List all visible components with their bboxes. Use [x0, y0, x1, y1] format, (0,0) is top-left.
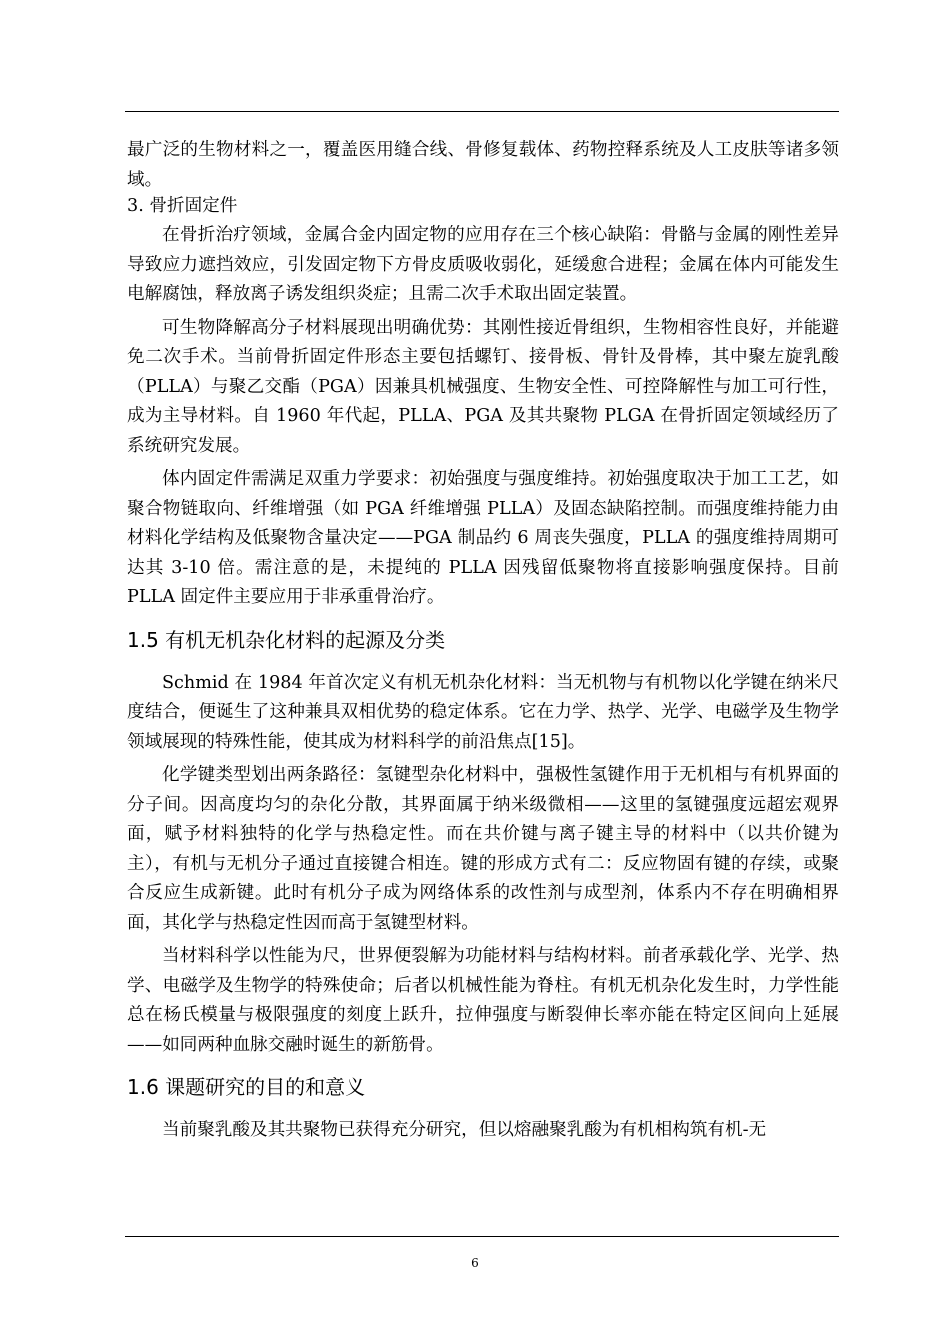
header-rule: [125, 111, 839, 112]
page-body: [127, 136, 839, 1146]
paragraph-material-performance: 当材料科学以性能为尺，世界便裂解为功能材料与结构材料。前者承载化学、光学、热学、电磁学及生物学的特殊使命；后者以机械性能为脊柱。有机无机杂化发生时，力学性能总在杨氏模量与极限强度的刻度上跃升，拉伸强度与断裂伸长率亦能在特定区间向上延展——如同两种血脉交融时诞生的新筋骨。: [127, 946, 839, 1055]
paragraph-strength-requirements: 体内固定件需满足双重力学要求：初始强度与强度维持。初始强度取决于加工工艺，如聚合物链取向、纤维增强（如 PGA 纤维增强 PLLA）及固态缺陷控制。而强度维持能力由材料化学结构及低聚物含量决定——PGA 制品约 6 周丧失强度，PLLA 的强度维持周期可达其 3-10 倍。需注意的是，未提纯的 PLLA 因残留低聚物将直接影响强度保持。目前 PLLA 固定件主要应用于非承重骨治疗。: [127, 469, 839, 607]
footer-rule: [125, 1236, 839, 1237]
paragraph-continued: 最广泛的生物材料之一，覆盖医用缝合线、骨修复载体、药物控释系统及人工皮肤等诸多领域。: [127, 140, 839, 190]
section-heading-1-6: 1.6 课题研究的目的和意义: [127, 1075, 366, 1099]
page-number: 6: [471, 1256, 479, 1270]
section-heading-1-5: 1.5 有机无机杂化材料的起源及分类: [127, 627, 446, 652]
paragraph-bond-types: 化学键类型划出两条路径：氢键型杂化材料中，强极性氢键作用于无机相与有机界面的分子间。因高度均匀的杂化分散，其界面属于纳米级微相——这里的氢键强度远超宏观界面，赋予材料独特的化学与热稳定性。而在共价键与离子键主导的材料中（以共价键为主），有机与无机分子通过直接键合相连。键的形成方式有二：反应物固有键的存续，或聚合反应生成新键。此时有机分子成为网络体系的改性剂与成型剂，体系内不存在明确相界面，其化学与热稳定性因而高于氢键型材料。: [127, 765, 839, 933]
paragraph-metal-fixation: 在骨折治疗领域，金属合金内固定物的应用存在三个核心缺陷：骨骼与金属的刚性差异导致应力遮挡效应，引发固定物下方骨皮质吸收弱化，延缓愈合进程；金属在体内可能发生电解腐蚀，释放离子诱发组织炎症；且需二次手术取出固定装置。: [127, 225, 839, 304]
paragraph-biodegradable-advantage: 可生物降解高分子材料展现出明确优势：其刚性接近骨组织，生物相容性良好，并能避免二次手术。当前骨折固定件形态主要包括螺钉、接骨板、骨针及骨棒，其中聚左旋乳酸（PLLA）与聚乙交酯（PGA）因兼具机械强度、生物安全性、可控降解性与加工可行性，成为主导材料。自 1960 年代起，PLLA、PGA 及其共聚物 PLGA 在骨折固定领域经历了系统研究发展。: [127, 317, 839, 456]
subsection-heading-3: 3. 骨折固定件: [127, 196, 238, 216]
paragraph-research-purpose: 当前聚乳酸及其共聚物已获得充分研究，但以熔融聚乳酸为有机相构筑有机-无: [162, 1120, 767, 1140]
paragraph-schmid-definition: Schmid 在 1984 年首次定义有机无机杂化材料：当无机物与有机物以化学键在纳米尺度结合，便诞生了这种兼具双相优势的稳定体系。它在力学、热学、光学、电磁学及生物学领域展现的特殊性能，使其成为材料科学的前沿焦点[15]。: [127, 672, 839, 752]
